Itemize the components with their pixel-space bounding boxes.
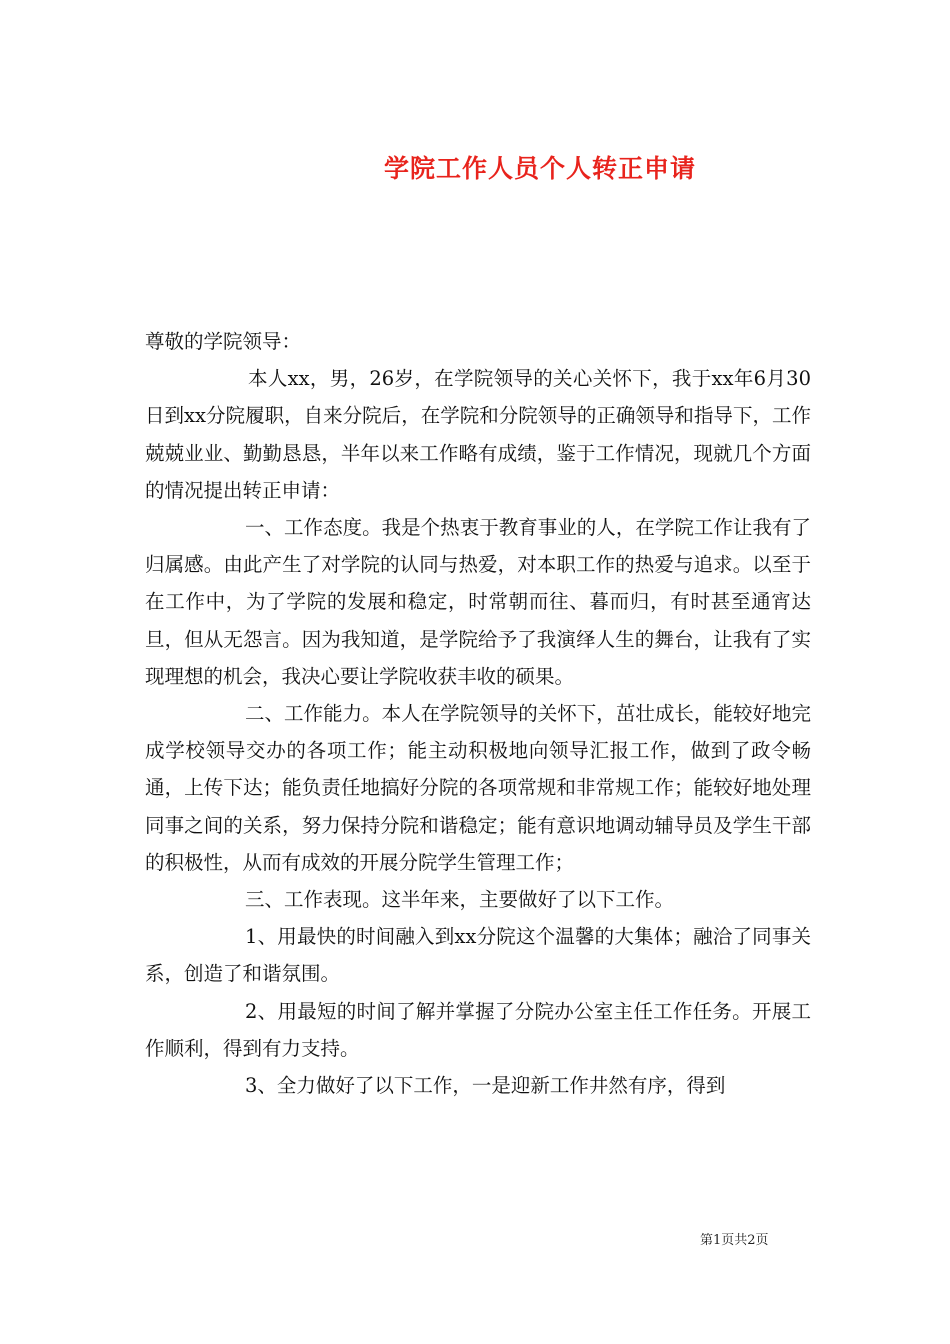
paragraph-intro: 本人xx，男，26岁，在学院领导的关心关怀下，我于xx年6月30日到xx分院履职，自来分院后，在学院和分院领导的正确领导和指导下，工作兢兢业业、勤勤恳恳，半年以来工作略有成绩，鉴于工作情况，现就几个方面的情况提出转正申请： (145, 367, 811, 502)
greeting: 尊敬的学院领导： (145, 330, 302, 353)
paragraph-work-attitude: 一、工作态度。我是个热衷于教育事业的人，在学院工作让我有了归属感。由此产生了对学院的认同与热爱，对本职工作的热爱与追求。以至于在工作中，为了学院的发展和稳定，时常朝而往、暮而归，有时甚至通宵达旦，但从无怨言。因为我知道，是学院给予了我演绎人生的舞台，让我有了实现理想的机会，我决心要让学院收获丰收的硕果。 (145, 516, 811, 688)
document-body (145, 323, 811, 1104)
page-number: 第1页共2页 (700, 1233, 769, 1248)
list-item-3: 3、全力做好了以下工作，一是迎新工作井然有序，得到 (245, 1074, 726, 1098)
list-item-2: 2、用最短的时间了解并掌握了分院办公室主任工作任务。开展工作顺利，得到有力支持。 (145, 999, 811, 1060)
paragraph-work-performance: 三、工作表现。这半年来，主要做好了以下工作。 (245, 888, 675, 912)
paragraph-work-ability: 二、工作能力。本人在学院领导的关怀下，茁壮成长，能较好地完成学校领导交办的各项工作；能主动积极地向领导汇报工作，做到了政令畅通，上传下达；能负责任地搞好分院的各项常规和非常规工作；能较好地处理同事之间的关系，努力保持分院和谐稳定；能有意识地调动辅导员及学生干部的积极性，从而有成效的开展分院学生管理工作； (145, 702, 811, 874)
page-title: 学院工作人员个人转正申请 (383, 153, 696, 183)
list-item-1: 1、用最快的时间融入到xx分院这个温馨的大集体；融洽了同事关系，创造了和谐氛围。 (145, 925, 811, 986)
